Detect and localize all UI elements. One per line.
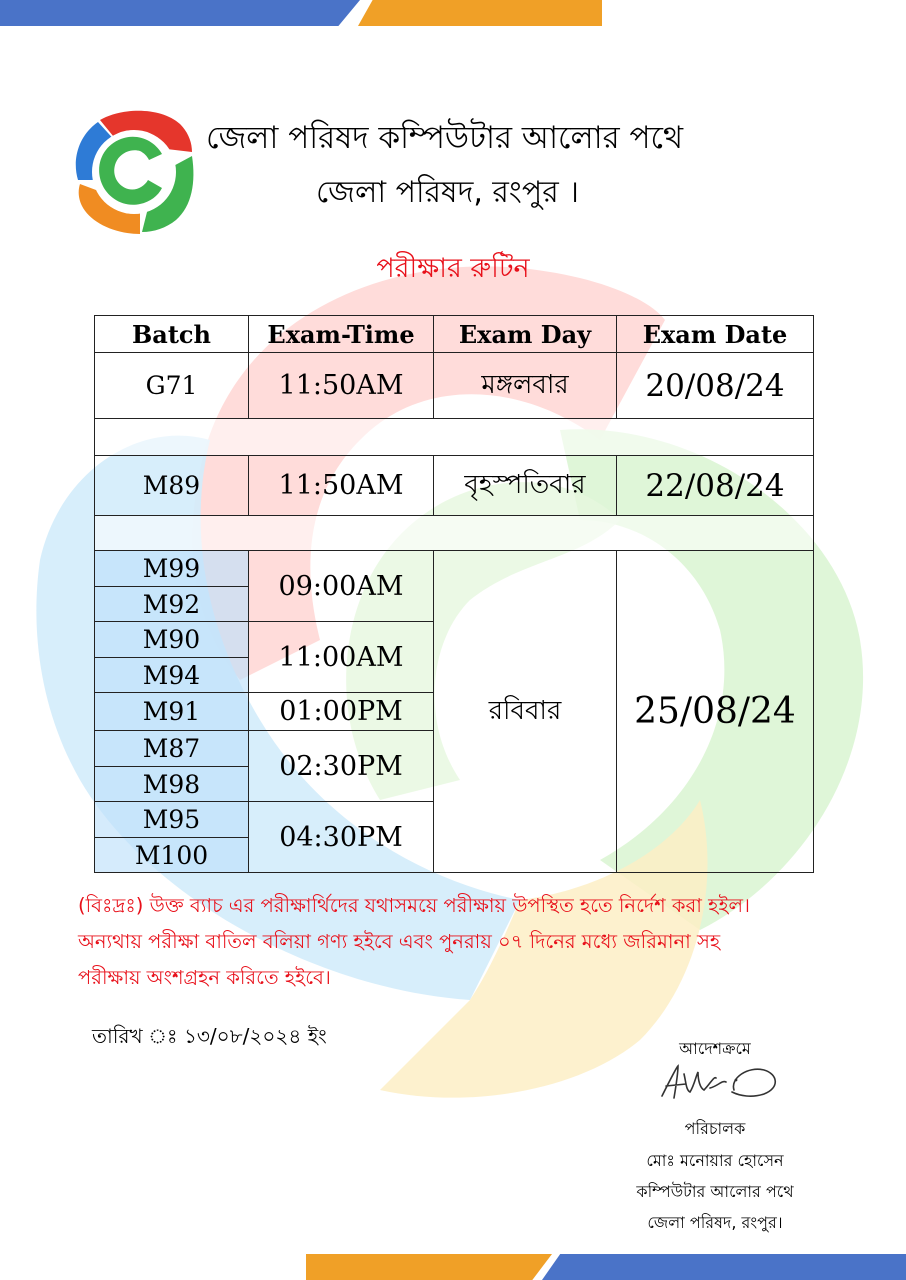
spacer-row bbox=[95, 419, 814, 456]
organization-location: জেলা পরিষদ, রংপুর । bbox=[316, 175, 579, 210]
batch-cell: M92 bbox=[95, 587, 249, 622]
batch-cell: M89 bbox=[95, 456, 249, 516]
table-row bbox=[95, 353, 814, 419]
batch-cell: M95 bbox=[95, 802, 249, 838]
by-order-label: আদেশক্রমে bbox=[679, 1039, 751, 1058]
time-cell: 11:50AM bbox=[249, 456, 434, 516]
time-cell: 11:50AM bbox=[249, 353, 434, 419]
batch-cell: M91 bbox=[95, 693, 249, 731]
table-row bbox=[95, 551, 814, 587]
batch-cell: M87 bbox=[95, 731, 249, 767]
table-row bbox=[95, 456, 814, 516]
page-title: পরীক্ষার রুটিন bbox=[376, 253, 530, 284]
day-cell: মঙ্গলবার bbox=[434, 353, 617, 419]
notice-line: পরীক্ষায় অংশগ্রহন করিতে হইবে। bbox=[78, 966, 331, 989]
signature bbox=[656, 1060, 782, 1106]
spacer-row bbox=[95, 516, 814, 551]
column-header-exam-date: Exam Date bbox=[617, 316, 814, 353]
date-cell: 25/08/24 bbox=[617, 551, 814, 873]
bottom-orange-band bbox=[306, 1254, 552, 1280]
batch-cell: G71 bbox=[95, 353, 249, 419]
signatory-organization: কম্পিউটার আলোর পথে bbox=[636, 1182, 794, 1201]
issue-date: তারিখ ঃ ১৩/০৮/২০২৪ ইং bbox=[92, 1024, 327, 1048]
organization-name: জেলা পরিষদ কম্পিউটার আলোর পথে bbox=[206, 120, 684, 156]
column-header-batch: Batch bbox=[95, 316, 249, 353]
time-cell: 11:00AM bbox=[249, 622, 434, 693]
batch-cell: M100 bbox=[95, 838, 249, 873]
table-header-row bbox=[95, 316, 814, 353]
notice-text bbox=[78, 888, 820, 996]
batch-cell: M90 bbox=[95, 622, 249, 658]
batch-cell: M98 bbox=[95, 767, 249, 802]
column-header-exam-day: Exam Day bbox=[434, 316, 617, 353]
date-cell: 20/08/24 bbox=[617, 353, 814, 419]
spacer-cell bbox=[95, 516, 814, 551]
designation: পরিচালক bbox=[684, 1119, 746, 1138]
company-logo bbox=[70, 108, 196, 234]
exam-routine-table bbox=[94, 315, 814, 873]
column-header-exam-time: Exam-Time bbox=[249, 316, 434, 353]
signatory-name: মোঃ মনোয়ার হোসেন bbox=[646, 1151, 784, 1170]
time-cell: 02:30PM bbox=[249, 731, 434, 802]
signatory-location: জেলা পরিষদ, রংপুর। bbox=[647, 1213, 783, 1232]
date-cell: 22/08/24 bbox=[617, 456, 814, 516]
notice-line: অন্যথায় পরীক্ষা বাতিল বলিয়া গণ্য হইবে এবং পুনরায় ০৭ দিনের মধ্যে জরিমানা সহ bbox=[78, 930, 721, 953]
batch-cell: M94 bbox=[95, 658, 249, 693]
day-cell: রবিবার bbox=[434, 551, 617, 873]
batch-cell: M99 bbox=[95, 551, 249, 587]
time-cell: 04:30PM bbox=[249, 802, 434, 873]
time-cell: 01:00PM bbox=[249, 693, 434, 731]
day-cell: বৃহস্পতিবার bbox=[434, 456, 617, 516]
time-cell: 09:00AM bbox=[249, 551, 434, 622]
spacer-cell bbox=[95, 419, 814, 456]
notice-line: (বিঃদ্রঃ) উক্ত ব্যাচ এর পরীক্ষার্থিদের যথাসময়ে পরীক্ষায় উপস্থিত হতে নির্দেশ করা হইল। bbox=[78, 894, 751, 917]
bottom-blue-band bbox=[542, 1254, 906, 1280]
